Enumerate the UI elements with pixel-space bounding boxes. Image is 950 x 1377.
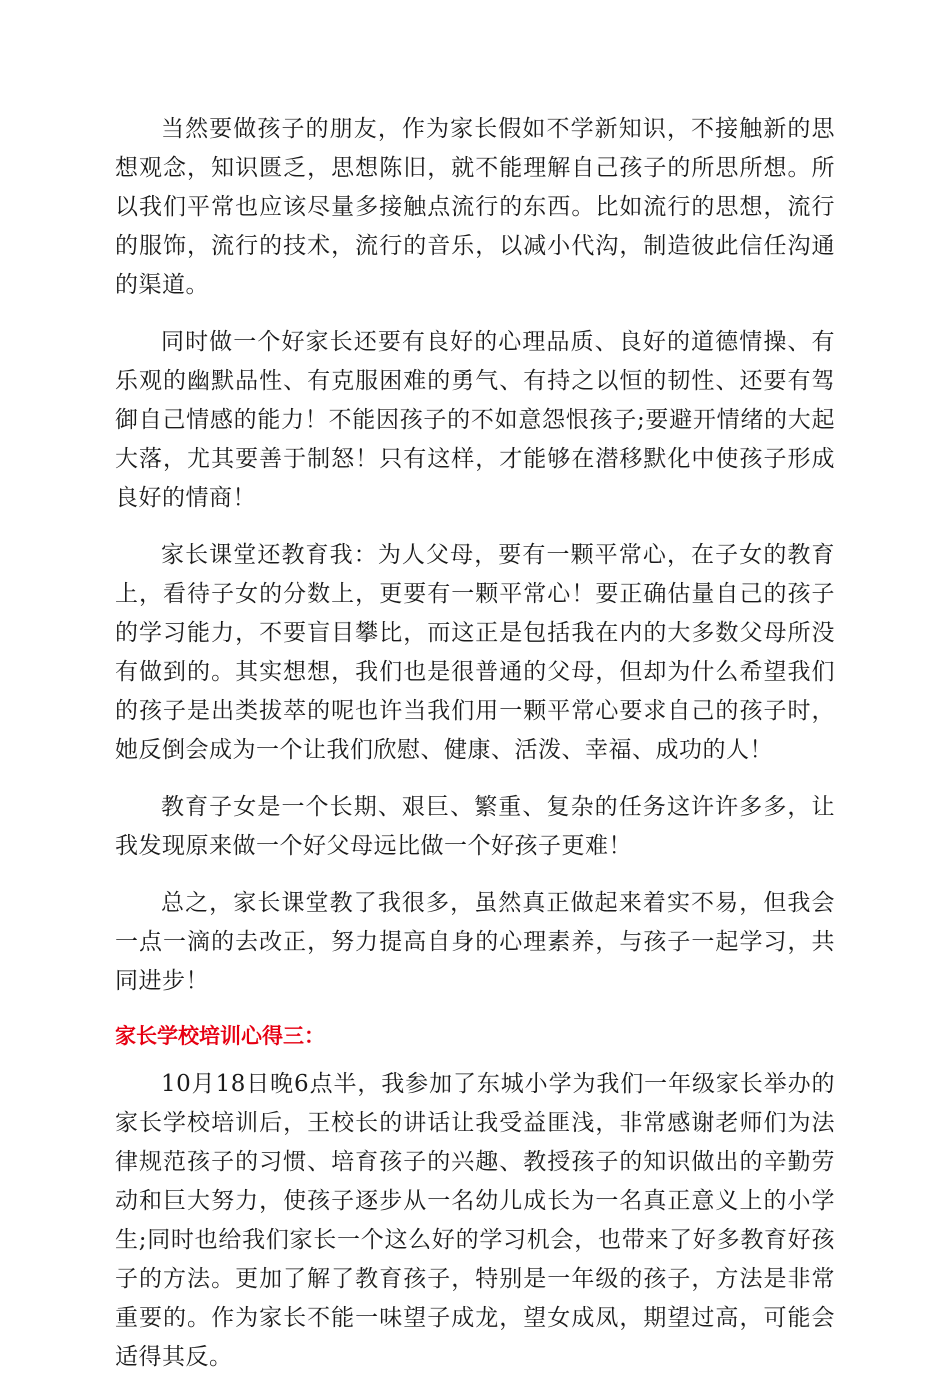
paragraph-training-experience: 10月18日晚6点半，我参加了东城小学为我们一年级家长举办的家长学校培训后，王校长的讲话让我受益匪浅，非常感谢老师们为法律规范孩子的习惯、培育孩子的兴趣、教授孩子的知识做出的辛勤劳动和巨大努力，使孩子逐步从一名幼儿成长为一名真正意义上的小学生;同时也给我们家长一个这么好的学习机会，也带来了好多教育好孩子的方法。更加了解了教育孩子，特别是一年级的孩子，方法是非常重要的。作为家长不能一味望子成龙，望女成凤，期望过高，可能会适得其反。 [115,1071,835,1370]
paragraph-difficult-task: 教育子女是一个长期、艰巨、繁重、复杂的任务这许许多多，让我发现原来做一个好父母远比做一个好孩子更难！ [115,794,835,859]
paragraph-psychological-quality: 同时做一个好家长还要有良好的心理品质、良好的道德情操、有乐观的幽默品性、有克服困难的勇气、有持之以恒的韧性、还要有驾御自己情感的能力！不能因孩子的不如意怨恨孩子;要避开情绪的大起大落，尤其要善于制怒！只有这样，才能够在潜移默化中使孩子形成良好的情商！ [115,329,835,511]
paragraph-parenting-friend: 当然要做孩子的朋友，作为家长假如不学新知识，不接触新的思想观念，知识匮乏，思想陈旧，就不能理解自己孩子的所思所想。所以我们平常也应该尽量多接触点流行的东西。比如流行的思想，流行的服饰，流行的技术，流行的音乐，以减小代沟，制造彼此信任沟通的渠道。 [115,116,835,298]
paragraph-summary: 总之，家长课堂教了我很多，虽然真正做起来着实不易，但我会一点一滴的去改正，努力提高自身的心理素养，与孩子一起学习，共同进步！ [115,890,835,994]
section-heading: 家长学校培训心得三： [115,1024,325,1048]
paragraph-ordinary-heart: 家长课堂还教育我：为人父母，要有一颗平常心，在子女的教育上，看待子女的分数上，更要有一颗平常心！要正确估量自己的孩子的学习能力，不要盲目攀比，而这正是包括我在内的大多数父母所没有做到的。其实想想，我们也是很普通的父母，但却为什么希望我们的孩子是出类拔萃的呢也许当我们用一颗平常心要求自己的孩子时，她反倒会成为一个让我们欣慰、健康、活泼、幸福、成功的人！ [115,542,835,763]
